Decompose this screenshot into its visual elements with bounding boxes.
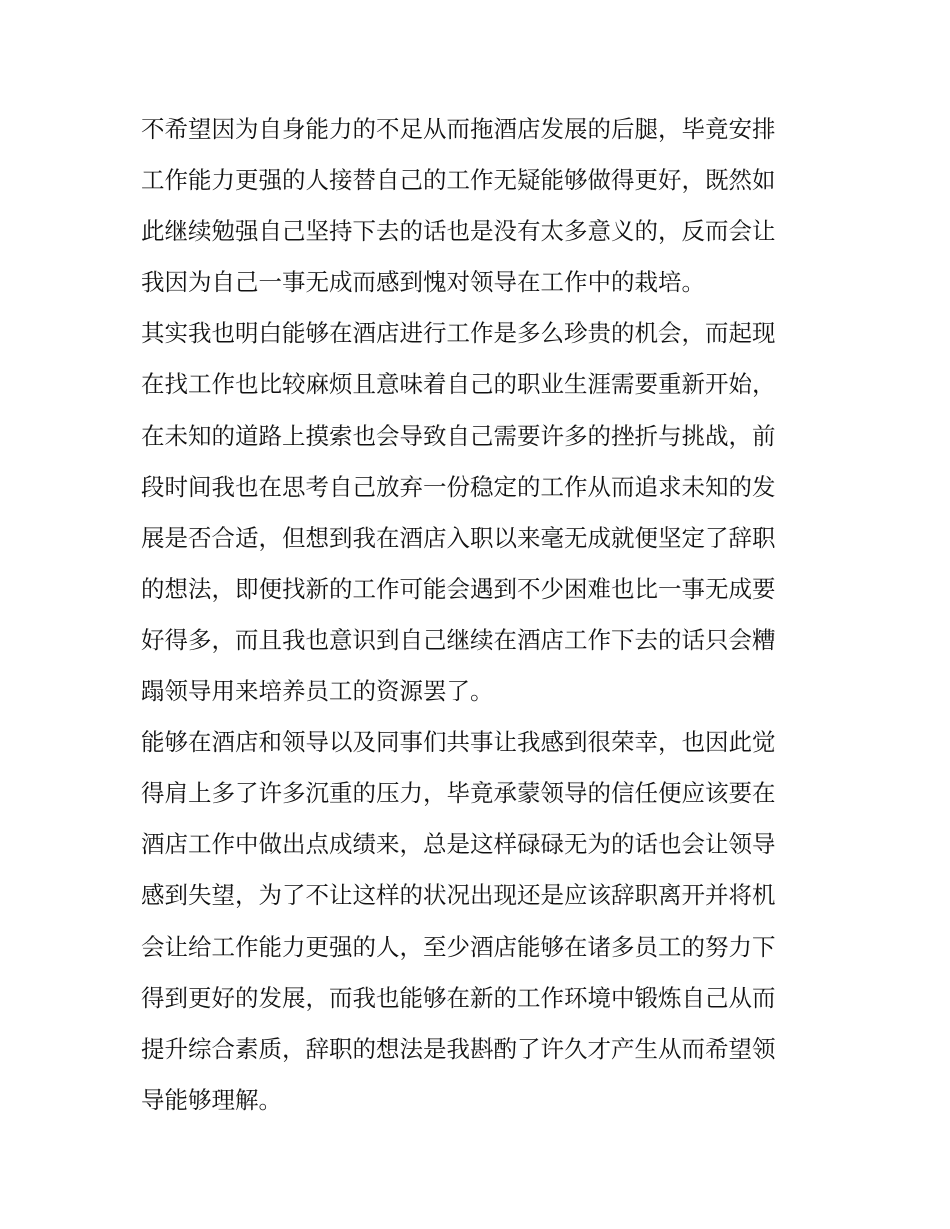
text-line: 会让给工作能力更强的人，至少酒店能够在诸多员工的努力下 bbox=[141, 932, 776, 961]
text-line: 展是否合适，但想到我在酒店入职以来毫无成就便坚定了辞职 bbox=[141, 523, 776, 552]
text-line: 工作能力更强的人接替自己的工作无疑能够做得更好，既然如 bbox=[141, 166, 776, 195]
text-line: 得到更好的发展，而我也能够在新的工作环境中锻炼自己从而 bbox=[141, 983, 776, 1012]
text-line: 我因为自己一事无成而感到愧对领导在工作中的栽培。 bbox=[141, 268, 705, 297]
text-line: 酒店工作中做出点成绩来，总是这样碌碌无为的话也会让领导 bbox=[141, 830, 776, 859]
document-body bbox=[141, 104, 821, 1126]
paragraph-3 bbox=[141, 717, 821, 1126]
text-line: 的想法，即便找新的工作可能会遇到不少困难也比一事无成要 bbox=[141, 574, 776, 603]
paragraph-2 bbox=[141, 308, 821, 717]
text-line: 在找工作也比较麻烦且意味着自己的职业生涯需要重新开始， bbox=[141, 370, 776, 399]
text-line: 其实我也明白能够在酒店进行工作是多么珍贵的机会，而起现 bbox=[141, 319, 776, 348]
text-line: 此继续勉强自己坚持下去的话也是没有太多意义的，反而会让 bbox=[141, 217, 776, 246]
text-line: 蹋领导用来培养员工的资源罢了。 bbox=[141, 677, 494, 706]
text-line: 段时间我也在思考自己放弃一份稳定的工作从而追求未知的发 bbox=[141, 472, 776, 501]
text-line: 提升综合素质，辞职的想法是我斟酌了许久才产生从而希望领 bbox=[141, 1034, 776, 1063]
text-line: 能够在酒店和领导以及同事们共事让我感到很荣幸，也因此觉 bbox=[141, 728, 776, 757]
text-line: 感到失望，为了不让这样的状况出现还是应该辞职离开并将机 bbox=[141, 881, 776, 910]
paragraph-1 bbox=[141, 104, 821, 308]
text-line: 不希望因为自身能力的不足从而拖酒店发展的后腿，毕竟安排 bbox=[141, 115, 776, 143]
text-line: 在未知的道路上摸索也会导致自己需要许多的挫折与挑战，前 bbox=[141, 421, 776, 450]
text-line: 好得多，而且我也意识到自己继续在酒店工作下去的话只会糟 bbox=[141, 625, 776, 654]
text-line: 得肩上多了许多沉重的压力，毕竟承蒙领导的信任便应该要在 bbox=[141, 779, 776, 808]
text-line: 导能够理解。 bbox=[141, 1085, 282, 1114]
